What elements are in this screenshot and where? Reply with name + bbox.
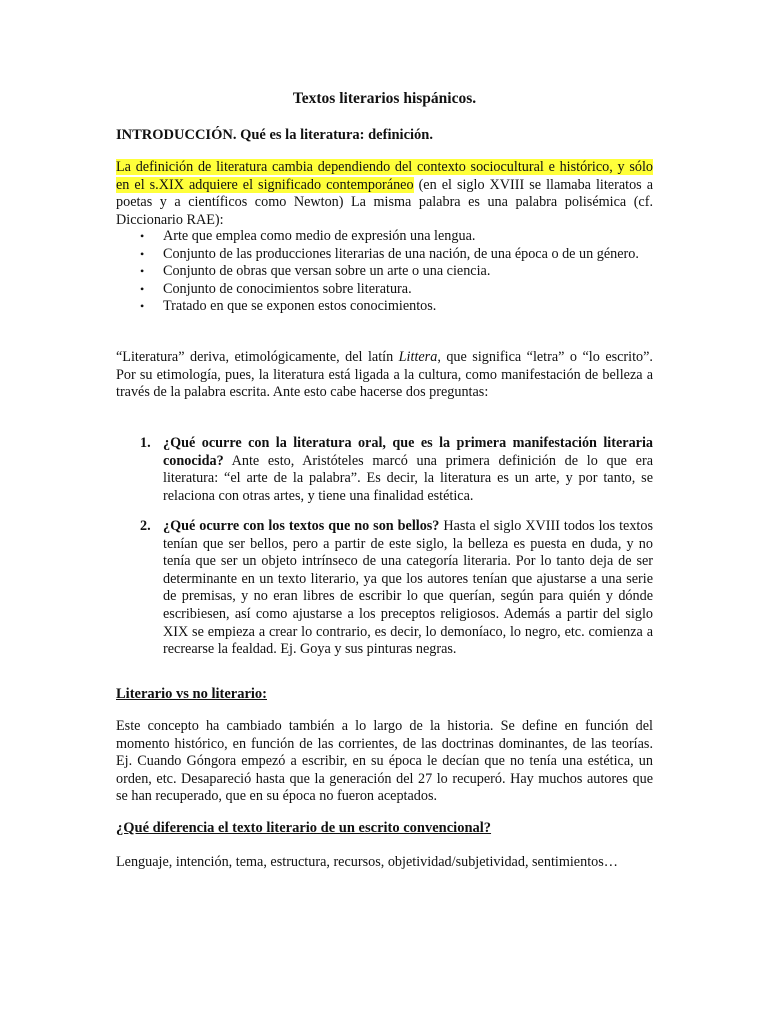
question-body-text: Ante esto, Aristóteles marcó una primera definición de lo que era literatura: “el arte de la palabra”. Es decir, la literatura es un arte, y por tanto, se relaciona con otras artes, y tiene una finalidad estética.	[163, 452, 653, 504]
list-item: • Arte que emplea como medio de expresión una lengua.	[116, 228, 653, 246]
intro-paragraph	[116, 159, 653, 229]
question-body-text: Hasta el siglo XVIII todos los textos tenían que ser bellos, pero a partir de este siglo, la belleza es puesta en duda, y no tenía que ser un objeto intrínseco de una categoría literaria. Por lo tanto deja de ser determinante en un texto literario, ya que los autores tenían que ajustarse a una serie de premisas, y no eran libres de escribir lo que querían, según para quién y dónde escribiesen, así como ajustarse a los preceptos religiosos. Además a partir del siglo XIX se empieza a crear lo contrario, es decir, lo demoníaco, lo negro, etc. comienza a recrearse la fealdad. Ej. Goya y sus pinturas negras.	[163, 518, 653, 658]
section-heading-diferencia: ¿Qué diferencia el texto literario de un escrito convencional?	[116, 820, 492, 836]
etymology-paragraph	[116, 349, 653, 402]
intro-paragraph-rest: (en el siglo XVIII se llamaba literatos a poetas y a científicos como Newton) La misma palabra es una palabra polisémica (cf. Diccionario RAE):	[116, 176, 653, 228]
etymology-text-a: “Literatura” deriva, etimológicamente, del latín	[116, 349, 399, 365]
etymology-italic-word: Littera	[398, 349, 438, 365]
literario-paragraph: Este concepto ha cambiado también a lo largo de la historia. Se define en función del momento histórico, en función de las corrientes, de las doctrinas dominantes, de las teorías. Ej. Cuando Góngora empezó a escribir, en su época le decían que no tenía una estética, un orden, etc. Desapareció hasta que la generación del 27 lo recuperó. Hay muchos autores que se han recuperado, que en su época no fueron aceptados.	[116, 718, 653, 805]
question-item-1	[116, 435, 653, 505]
document-title: Textos literarios hispánicos.	[292, 90, 477, 107]
question-bold-text: ¿Qué ocurre con los textos que no son bellos?	[163, 518, 440, 534]
definition-bullet-list	[116, 228, 653, 316]
intro-heading: INTRODUCCIÓN. Qué es la literatura: definición.	[116, 127, 433, 143]
diferencia-paragraph: Lenguaje, intención, tema, estructura, recursos, objetividad/subjetividad, sentimientos…	[116, 854, 618, 870]
highlighted-text: La definición de literatura cambia dependiendo del contexto sociocultural e histórico, y sólo en el s.XIX adquiere el significado contemporáneo	[116, 159, 653, 193]
list-item: • Conjunto de obras que versan sobre un arte o una ciencia.	[116, 263, 653, 281]
etymology-text-b: , que significa “letra” o “lo escrito”. Por su etimología, pues, la literatura está ligada a la cultura, como manifestación de belleza a través de la palabra escrita. Ante esto cabe hacerse dos preguntas:	[116, 349, 653, 401]
question-bold-text: ¿Qué ocurre con la literatura oral, que es la primera manifestación literaria conocida?	[163, 435, 653, 469]
list-number: 1.	[140, 435, 151, 451]
list-item: • Tratado en que se exponen estos conocimientos.	[116, 298, 653, 316]
list-item: • Conjunto de las producciones literarias de una nación, de una época o de un género.	[116, 246, 653, 264]
list-item: • Conjunto de conocimientos sobre literatura.	[116, 281, 653, 299]
list-number: 2.	[140, 518, 151, 534]
question-item-2	[116, 518, 653, 659]
section-heading-literario: Literario vs no literario:	[116, 686, 267, 702]
